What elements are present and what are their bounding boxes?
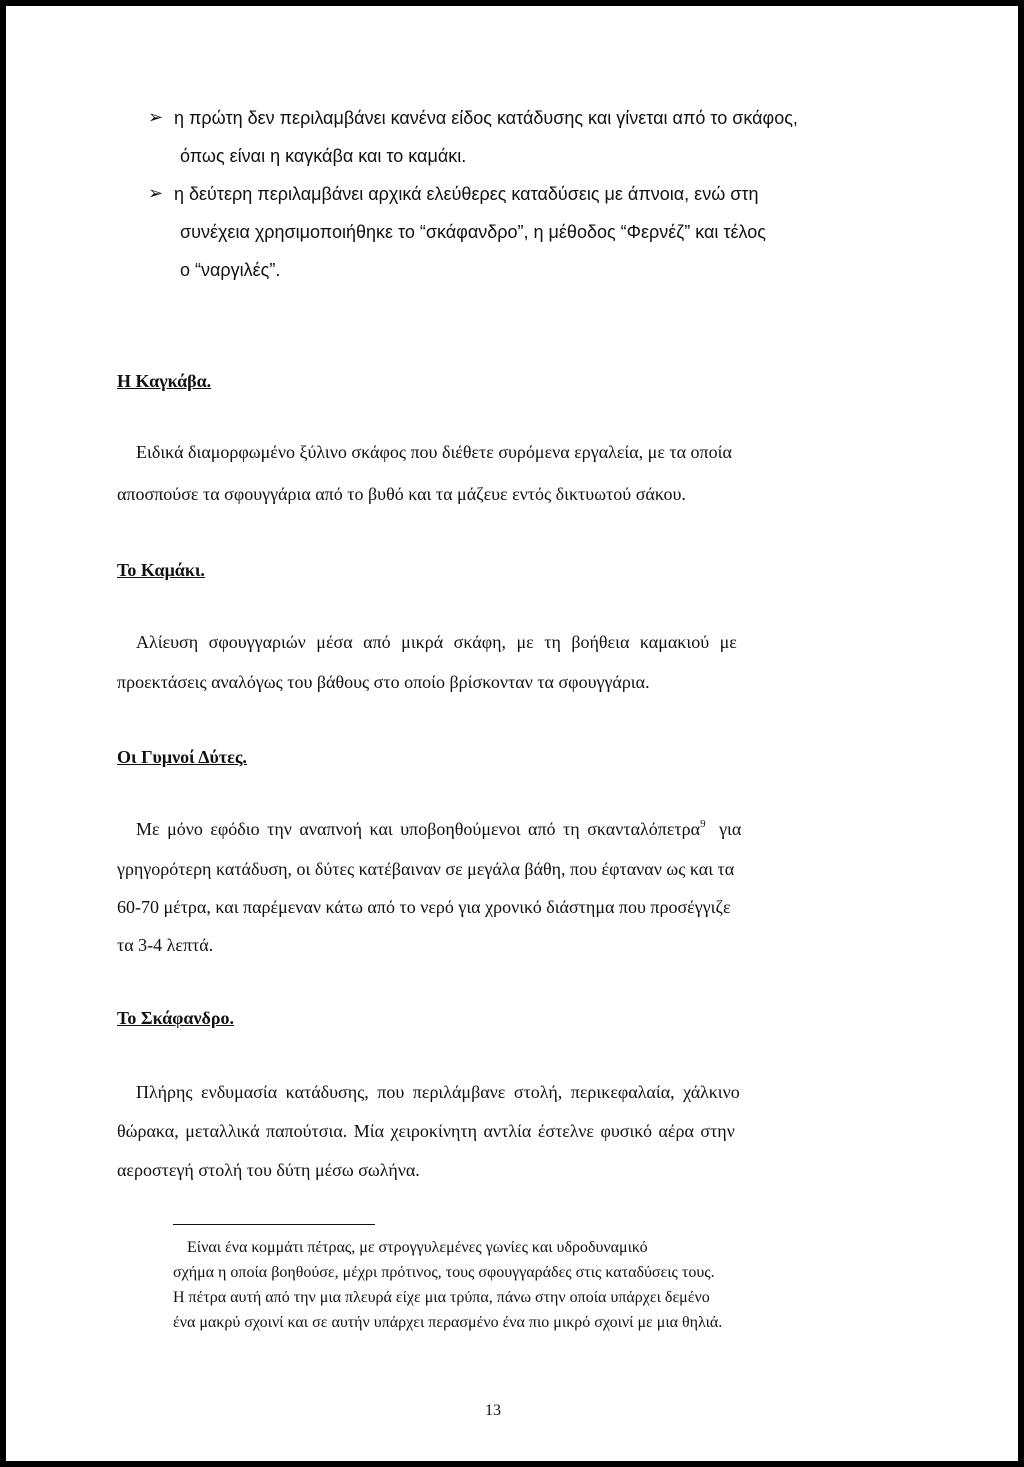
footnote-separator [173,1224,375,1225]
footnote-line-1: Είναι ένα κομμάτι πέτρας, με στρογγυλεμένες γωνίες και υδροδυναμικό [187,1239,648,1256]
footnote-line-3: Η πέτρα αυτή από την μια πλευρά είχε μια τρύπα, πάνω στην οποία υπάρχει δεμένο [173,1289,710,1306]
gymnoi-line-1a: Με μόνο εφόδιο την αναπνοή και υποβοηθούμενοι από τη σκανταλόπετρα [136,819,701,839]
bullet-1-line-1: η πρώτη δεν περιλαμβάνει κανένα είδος κατάδυσης και γίνεται από το σκάφος, [174,108,798,128]
kamaki-line-2: προεκτάσεις αναλόγως του βάθους στο οποίο βρίσκονταν τα σφουγγάρια. [117,672,650,692]
bullet-arrow-icon: ➢ [148,183,164,204]
gymnoi-line-1b: για [719,819,742,839]
skafandro-line-2: θώρακα, μεταλλικά παπούτσια. Μία χειροκίνητη αντλία έστελνε φυσικό αέρα στην [117,1121,735,1141]
footnote-line-4: ένα μακρύ σχοινί και σε αυτήν υπάρχει περασμένο ένα πιο μικρό σχοινί με μια θηλιά. [173,1314,723,1331]
bullet-2-line-1: η δεύτερη περιλαμβάνει αρχικά ελεύθερες καταδύσεις με άπνοια, ενώ στη [174,184,759,204]
bullet-2-line-3: ο “ναργιλές”. [180,260,281,280]
gymnoi-line-2: γρηγορότερη κατάδυση, οι δύτες κατέβαιναν σε μεγάλα βάθη, που έφταναν ως και τα [117,859,735,879]
footnote-line-2: σχήμα η οποία βοηθούσε, μέχρι πρότινος, τους σφουγγαράδες στις καταδύσεις τους. [173,1264,715,1281]
bullet-arrow-icon: ➢ [148,107,164,128]
kamaki-line-1: Αλίευση σφουγγαριών μέσα από μικρά σκάφη, με τη βοήθεια καμακιού με [136,632,737,652]
kagkava-line-2: αποσπούσε τα σφουγγάρια από το βυθό και τα μάζευε εντός δικτυωτού σάκου. [117,484,686,504]
footnote-ref-9[interactable]: 9 [700,818,706,830]
section-heading-skafandro: Το Σκάφανδρο. [117,1008,234,1028]
document-page [6,6,1018,1461]
section-heading-kamaki: Το Καμάκι. [117,560,205,580]
bullet-1-line-2: όπως είναι η καγκάβα και το καμάκι. [180,146,467,166]
gymnoi-line-4: τα 3-4 λεπτά. [117,935,214,955]
section-heading-gymnoi-dytes: Οι Γυμνοί Δύτες. [117,747,247,767]
page-number: 13 [485,1402,501,1419]
kagkava-line-1 [136,441,872,463]
gymnoi-line-3: 60-70 μέτρα, και παρέμεναν κάτω από το νερό για χρονικό διάστημα που προσέγγιζε [117,897,731,917]
gymnoi-line-1 [136,818,741,840]
skafandro-line-1: Πλήρης ενδυμασία κατάδυσης, που περιλάμβανε στολή, περικεφαλαία, χάλκινο [136,1082,740,1102]
skafandro-line-3: αεροστεγή στολή του δύτη μέσω σωλήνα. [117,1160,420,1180]
kagkava-text-1: Ειδικά διαμορφωμένο ξύλινο σκάφος που διέθετε συρόμενα εργαλεία, με τα οποία [136,442,732,462]
bullet-2-line-2: συνέχεια χρησιμοποιήθηκε το “σκάφανδρο”, η μέθοδος “Φερνέζ” και τέλος [180,222,766,242]
section-heading-kagkava: Η Καγκάβα. [117,371,212,391]
